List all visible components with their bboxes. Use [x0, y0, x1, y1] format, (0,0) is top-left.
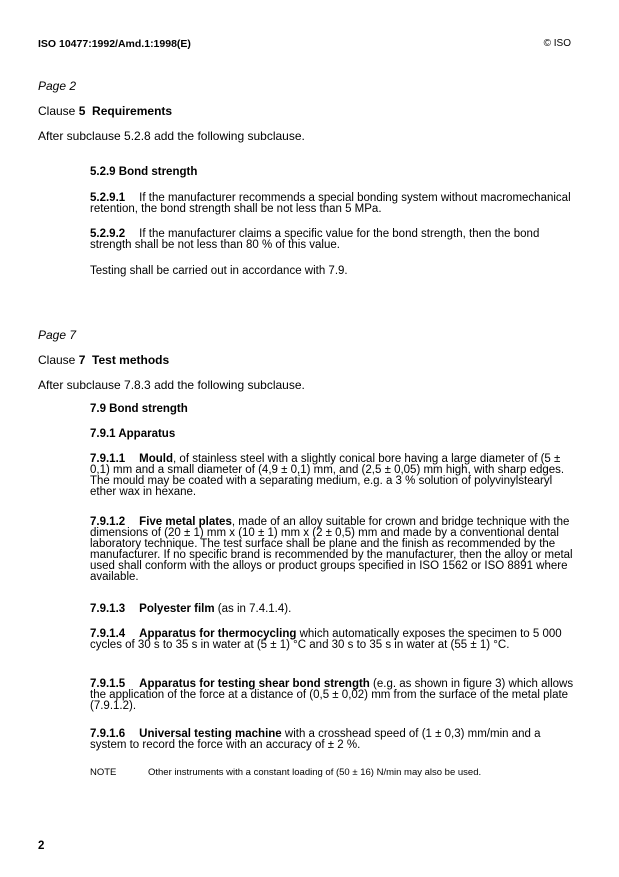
subclause-heading: 7.9.1 Apparatus: [90, 428, 176, 440]
paragraph-term: Universal testing machine: [139, 728, 282, 740]
paragraph-text: , made of an alloy suitable for crown and bridge technique with the dimensions of (20 ± 1) mm x (10 ± 1) mm x (2 ± 0,5) mm and made by a conventional dental laboratory technique. The test surface shall be plane and the finish as recommended by the manufacturer. If no specific brand is recommended by the manufacturer, then the alloy or metal used shall conform with the alloys or product groups specified in ISO 1562 or ISO 8891 where available.: [90, 516, 573, 583]
note-text: Other instruments with a constant loading of (50 ± 16) N/min may also be used.: [148, 767, 482, 778]
note-label: NOTE: [90, 767, 117, 778]
page-reference-2: Page 2: [38, 79, 77, 93]
clause-number: 7: [78, 353, 86, 367]
paragraph-term: Apparatus for testing shear bond strength: [139, 678, 370, 690]
paragraph-text: If the manufacturer claims a specific value for the bond strength, then the bond strength shall be not less than 80 % of this value.: [90, 228, 540, 251]
paragraph-text: If the manufacturer recommends a special bonding system without macromechanical retention, the bond strength shall be not less than 5 MPa.: [90, 192, 571, 215]
paragraph-7-9-1-3: [90, 604, 580, 615]
note: [90, 767, 580, 778]
paragraph-number: 7.9.1.1: [90, 453, 126, 465]
paragraph-testing: Testing shall be carried out in accordance with 7.9.: [90, 265, 348, 277]
paragraph-term: Mould: [139, 453, 174, 465]
instruction-text: After subclause 7.8.3 add the following subclause.: [38, 378, 305, 392]
paragraph-text: (as in 7.4.1.4).: [214, 603, 292, 615]
clause-title: Requirements: [92, 104, 173, 118]
paragraph-text: (e.g. as shown in figure 3) which allows the application of the force at a distance of (0,5 ± 0,02) mm from the surface of the metal plate (7.9.1.2).: [90, 678, 574, 712]
paragraph-5-2-9-2: [90, 229, 580, 251]
paragraph-7-9-1-5: [90, 679, 580, 712]
clause-heading-5: [38, 104, 172, 118]
subclause-heading: 5.2.9 Bond strength: [90, 166, 198, 178]
paragraph-7-9-1-1: [90, 454, 580, 498]
clause-title: Test methods: [92, 353, 170, 367]
paragraph-term: Polyester film: [139, 603, 215, 615]
paragraph-7-9-1-6: [90, 729, 580, 751]
paragraph-number: 5.2.9.2: [90, 228, 126, 240]
clause-prefix: Clause: [38, 104, 79, 118]
subclause-heading: 7.9 Bond strength: [90, 403, 188, 415]
paragraph-text: which automatically exposes the specimen to 5 000 cycles of 30 s to 35 s in water at (5 ± 1) °C and 30 s to 35 s in water at (55 ± 1) °C.: [90, 628, 562, 651]
paragraph-term: Apparatus for thermocycling: [139, 628, 297, 640]
paragraph-text: with a crosshead speed of (1 ± 0,3) mm/min and a system to record the force with an accuracy of ± 2 %.: [90, 728, 541, 751]
paragraph-number: 7.9.1.4: [90, 628, 126, 640]
clause-number: 5: [78, 104, 86, 118]
paragraph-term: Five metal plates: [139, 516, 232, 528]
paragraph-number: 5.2.9.1: [90, 192, 126, 204]
paragraph-number: 7.9.1.2: [90, 516, 126, 528]
page-number: 2: [38, 840, 45, 852]
clause-prefix: Clause: [38, 353, 79, 367]
paragraph-5-2-9-1: [90, 193, 580, 215]
paragraph-7-9-1-2: [90, 517, 580, 583]
paragraph-number: 7.9.1.6: [90, 728, 126, 740]
clause-heading-7: [38, 353, 169, 367]
page-reference-7: Page 7: [38, 328, 77, 342]
instruction-text: After subclause 5.2.8 add the following subclause.: [38, 129, 305, 143]
paragraph-text: , of stainless steel with a slightly conical bore having a large diameter of (5 ± 0,1) mm and a small diameter of (4,9 ± 0,1) mm, and (2,5 ± 0,05) mm high, with sharp edges. The mould may be coated with a separating medium, e.g. a 3 % solution of polyvinylstearyl ether wax in hexane.: [90, 453, 565, 498]
paragraph-number: 7.9.1.5: [90, 678, 126, 690]
standard-reference: ISO 10477:1992/Amd.1:1998(E): [38, 38, 191, 50]
paragraph-7-9-1-4: [90, 629, 580, 651]
paragraph-number: 7.9.1.3: [90, 603, 126, 615]
copyright-label: © ISO: [543, 38, 571, 49]
